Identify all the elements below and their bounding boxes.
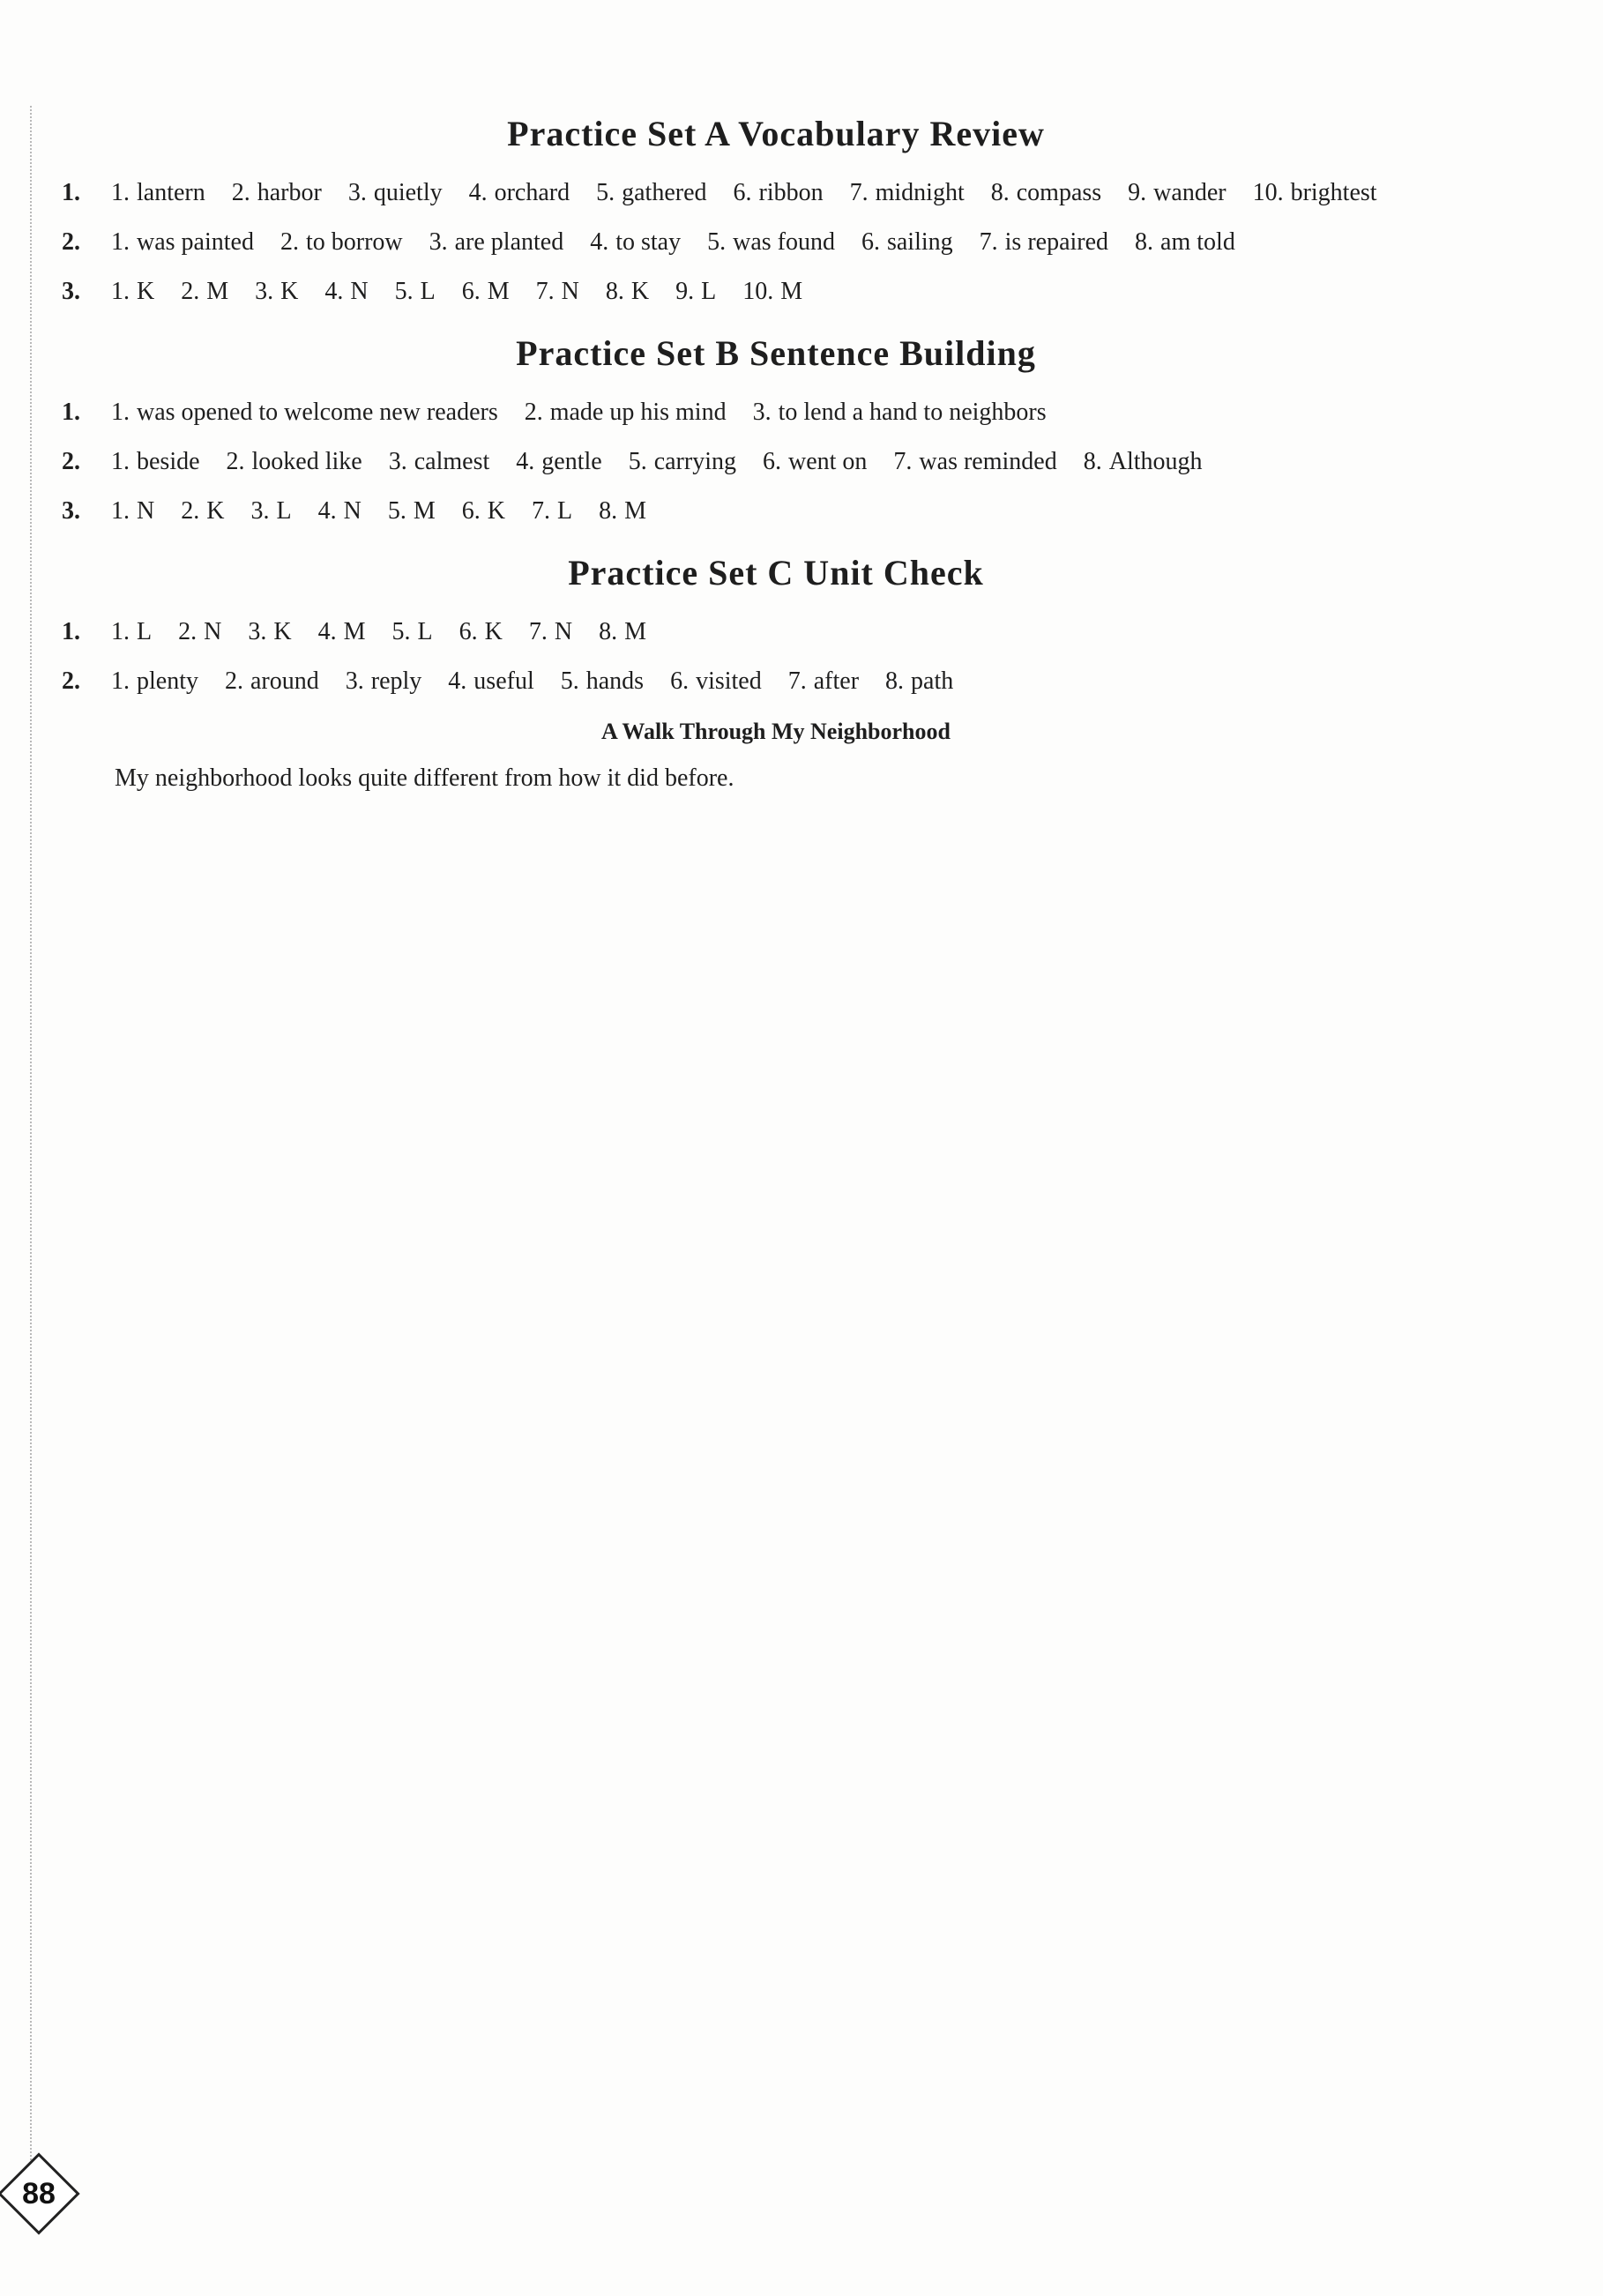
answer-number: 7. — [787, 667, 807, 695]
question-row — [62, 657, 1490, 706]
answer-text: M — [487, 278, 510, 305]
answer-text: N — [204, 618, 222, 645]
answer-list — [111, 388, 1490, 437]
essay-opening-line: My neighborhood looks quite different from how it did before. — [115, 764, 734, 792]
answer-number: 2. — [280, 228, 299, 256]
answer-text: K — [273, 618, 292, 645]
answer-item — [388, 487, 436, 536]
question-row — [62, 218, 1490, 267]
question-row — [62, 487, 1490, 536]
answer-text: orchard — [494, 179, 570, 206]
answer-item — [318, 608, 366, 657]
answer-item — [525, 388, 727, 437]
answer-number: 1. — [111, 497, 130, 525]
question-label: 2. — [62, 448, 80, 475]
answer-number: 7. — [849, 179, 869, 206]
answer-number: 6. — [861, 228, 880, 256]
answer-text: brightest — [1290, 179, 1377, 206]
answer-item — [348, 168, 443, 218]
answer-text: am told — [1160, 228, 1235, 256]
answer-text: gathered — [622, 179, 707, 206]
answer-item — [707, 218, 835, 267]
answer-item — [232, 168, 322, 218]
answer-text: visited — [696, 667, 762, 695]
answer-item — [280, 218, 403, 267]
answer-item — [181, 487, 224, 536]
answer-number: 7. — [531, 497, 550, 525]
answer-item — [753, 388, 1047, 437]
answer-number: 1. — [111, 399, 130, 426]
answer-number: 3. — [347, 179, 367, 206]
answer-number: 5. — [596, 179, 615, 206]
answer-text: K — [484, 618, 503, 645]
answer-text: M — [343, 618, 366, 645]
answer-text: M — [624, 497, 646, 525]
answer-item — [629, 437, 736, 487]
answer-text: compass — [1016, 179, 1102, 206]
answer-item — [111, 437, 200, 487]
question-row — [62, 267, 1490, 317]
answer-number: 1. — [111, 179, 130, 206]
answer-number: 5. — [391, 618, 411, 645]
answer-item — [606, 267, 649, 317]
page-number: 88 — [22, 2176, 56, 2210]
answer-item — [178, 608, 221, 657]
page-number-badge — [0, 2155, 78, 2233]
answer-item — [462, 267, 510, 317]
answer-text: after — [813, 667, 860, 695]
answer-text: K — [487, 497, 505, 525]
answer-text: are planted — [454, 228, 564, 256]
section-title: Practice Set C Unit Check — [568, 553, 984, 593]
answer-text: midnight — [875, 179, 965, 206]
answer-item — [181, 267, 228, 317]
answer-item — [532, 487, 572, 536]
answer-text: K — [206, 497, 225, 525]
answer-text: was reminded — [919, 448, 1057, 475]
answer-item — [885, 657, 953, 706]
answer-text: L — [420, 278, 436, 305]
answer-number: 6. — [461, 278, 481, 305]
answer-item — [734, 168, 824, 218]
answer-item — [389, 437, 490, 487]
answer-item — [670, 657, 762, 706]
answer-item — [590, 218, 681, 267]
answer-number: 8. — [1135, 228, 1154, 256]
answer-item — [788, 657, 859, 706]
answer-number: 2. — [226, 448, 245, 475]
answer-list — [111, 267, 1490, 317]
answer-number: 7. — [893, 448, 913, 475]
answer-item — [346, 657, 422, 706]
answer-number: 6. — [461, 497, 481, 525]
answer-text: is repaired — [1004, 228, 1109, 256]
question-row — [62, 388, 1490, 437]
answer-text: was found — [733, 228, 835, 256]
answer-text: was painted — [137, 228, 254, 256]
answer-number: 6. — [733, 179, 752, 206]
answer-number: 10. — [1252, 179, 1284, 206]
answer-item — [111, 388, 498, 437]
answer-number: 9. — [1128, 179, 1147, 206]
answer-number: 8. — [885, 667, 905, 695]
answer-item — [763, 437, 867, 487]
answer-text: around — [250, 667, 319, 695]
answer-item — [599, 487, 646, 536]
question-label: 2. — [62, 667, 80, 695]
answer-item — [599, 608, 646, 657]
answer-text: made up his mind — [549, 399, 727, 426]
answer-text: beside — [137, 448, 200, 475]
answer-number: 1. — [111, 667, 130, 695]
answer-text: L — [137, 618, 153, 645]
answer-text: M — [206, 278, 229, 305]
answer-text: N — [350, 278, 369, 305]
answer-number: 7. — [535, 278, 555, 305]
essay-title: A Walk Through My Neighborhood — [601, 719, 951, 744]
question-label: 1. — [62, 399, 80, 426]
section-title: Practice Set B Sentence Building — [516, 333, 1036, 373]
answer-item — [1084, 437, 1203, 487]
answer-number: 4. — [317, 618, 337, 645]
answer-text: lantern — [137, 179, 205, 206]
answer-item — [324, 267, 368, 317]
answer-item — [991, 168, 1101, 218]
answer-text: K — [280, 278, 299, 305]
answer-number: 9. — [675, 278, 695, 305]
answer-item — [459, 608, 503, 657]
answer-number: 5. — [560, 667, 579, 695]
answer-number: 4. — [317, 497, 337, 525]
answer-number: 4. — [516, 448, 535, 475]
answer-item — [111, 218, 254, 267]
answer-number: 2. — [231, 179, 250, 206]
answer-text: to stay — [615, 228, 682, 256]
answer-number: 7. — [979, 228, 998, 256]
answer-item — [111, 657, 198, 706]
question-label: 1. — [62, 179, 80, 206]
answer-number: 3. — [752, 399, 772, 426]
answer-item — [111, 608, 152, 657]
answer-item — [250, 487, 291, 536]
answer-list — [111, 608, 1490, 657]
answer-number: 1. — [111, 618, 130, 645]
answer-number: 8. — [990, 179, 1010, 206]
answer-number: 6. — [670, 667, 690, 695]
answer-number: 4. — [448, 667, 467, 695]
answer-text: N — [561, 278, 579, 305]
question-label: 3. — [62, 497, 80, 525]
answer-number: 10. — [742, 278, 774, 305]
answer-item — [850, 168, 965, 218]
answer-number: 6. — [459, 618, 478, 645]
answer-item — [529, 608, 572, 657]
answer-item — [742, 267, 802, 317]
answer-text: reply — [370, 667, 422, 695]
answer-item — [429, 218, 564, 267]
answer-text: M — [780, 278, 803, 305]
answer-text: M — [413, 497, 436, 525]
answer-item — [227, 437, 362, 487]
answer-item — [248, 608, 291, 657]
answer-list — [111, 218, 1490, 267]
answer-number: 8. — [1083, 448, 1102, 475]
answer-number: 3. — [248, 618, 267, 645]
answer-text: harbor — [257, 179, 322, 206]
answer-number: 2. — [178, 618, 198, 645]
answer-number: 3. — [255, 278, 274, 305]
answer-text: Although — [1108, 448, 1203, 475]
answer-text: wander — [1153, 179, 1226, 206]
answer-number: 5. — [394, 278, 414, 305]
answer-number: 5. — [387, 497, 406, 525]
answer-number: 3. — [388, 448, 407, 475]
answer-item — [225, 657, 319, 706]
answer-number: 5. — [628, 448, 647, 475]
answer-item — [596, 168, 706, 218]
answer-number: 4. — [590, 228, 609, 256]
answer-item — [861, 218, 953, 267]
answer-item — [469, 168, 570, 218]
answer-item — [318, 487, 362, 536]
question-label: 3. — [62, 278, 80, 305]
answer-text: L — [556, 497, 573, 525]
answer-number: 1. — [111, 278, 130, 305]
answer-text: plenty — [137, 667, 198, 695]
answer-number: 1. — [111, 228, 130, 256]
answer-item — [462, 487, 505, 536]
question-row — [62, 437, 1490, 487]
answer-text: to borrow — [305, 228, 403, 256]
answer-text: N — [137, 497, 155, 525]
answer-text: gentle — [541, 448, 602, 475]
answer-item — [255, 267, 298, 317]
answer-text: useful — [473, 667, 534, 695]
answer-number: 8. — [599, 618, 618, 645]
answer-number: 2. — [524, 399, 543, 426]
answer-item — [448, 657, 533, 706]
answer-item — [516, 437, 601, 487]
question-label: 2. — [62, 228, 80, 256]
answer-page — [62, 97, 1490, 803]
answer-text: went on — [787, 448, 868, 475]
answer-text: quietly — [373, 179, 443, 206]
answer-number: 4. — [324, 278, 344, 305]
answer-item — [1135, 218, 1235, 267]
answer-item — [395, 267, 436, 317]
answer-number: 3. — [429, 228, 448, 256]
answer-text: calmest — [414, 448, 490, 475]
answer-text: was opened to welcome new readers — [137, 399, 498, 426]
answer-text: L — [417, 618, 433, 645]
section-title: Practice Set A Vocabulary Review — [507, 114, 1045, 153]
answer-text: M — [624, 618, 646, 645]
answer-text: sailing — [886, 228, 953, 256]
answer-text: K — [630, 278, 650, 305]
answer-item — [111, 487, 154, 536]
answer-text: path — [911, 667, 954, 695]
answer-item — [111, 267, 154, 317]
answer-item — [675, 267, 716, 317]
answer-item — [536, 267, 579, 317]
answer-text: carrying — [653, 448, 736, 475]
answer-number: 2. — [181, 278, 200, 305]
answer-text: to lend a hand to neighbors — [778, 399, 1047, 426]
answer-text: N — [554, 618, 573, 645]
question-row — [62, 608, 1490, 657]
answer-number: 2. — [225, 667, 243, 695]
answer-number: 3. — [250, 497, 270, 525]
answer-number: 3. — [345, 667, 364, 695]
answer-number: 8. — [605, 278, 624, 305]
answer-list — [111, 437, 1490, 487]
answer-item — [980, 218, 1108, 267]
answer-text: looked like — [251, 448, 362, 475]
answer-number: 6. — [762, 448, 781, 475]
answer-number: 5. — [707, 228, 727, 256]
question-row — [62, 168, 1490, 218]
answer-item — [111, 168, 205, 218]
answer-text: L — [701, 278, 717, 305]
answer-item — [561, 657, 644, 706]
answer-text: L — [276, 497, 292, 525]
answer-number: 7. — [528, 618, 548, 645]
answer-list — [111, 657, 1490, 706]
answer-item — [1128, 168, 1226, 218]
answer-list — [111, 168, 1490, 218]
answer-text: K — [137, 278, 155, 305]
answer-number: 4. — [468, 179, 488, 206]
question-label: 1. — [62, 618, 80, 645]
margin-rule — [30, 106, 32, 2164]
answer-number: 1. — [111, 448, 130, 475]
answer-text: ribbon — [758, 179, 824, 206]
answer-number: 2. — [181, 497, 200, 525]
answer-text: N — [343, 497, 362, 525]
answer-text: hands — [585, 667, 645, 695]
answer-item — [391, 608, 432, 657]
answer-list — [111, 487, 1490, 536]
answer-item — [893, 437, 1056, 487]
answer-item — [1253, 168, 1377, 218]
answer-number: 8. — [599, 497, 618, 525]
